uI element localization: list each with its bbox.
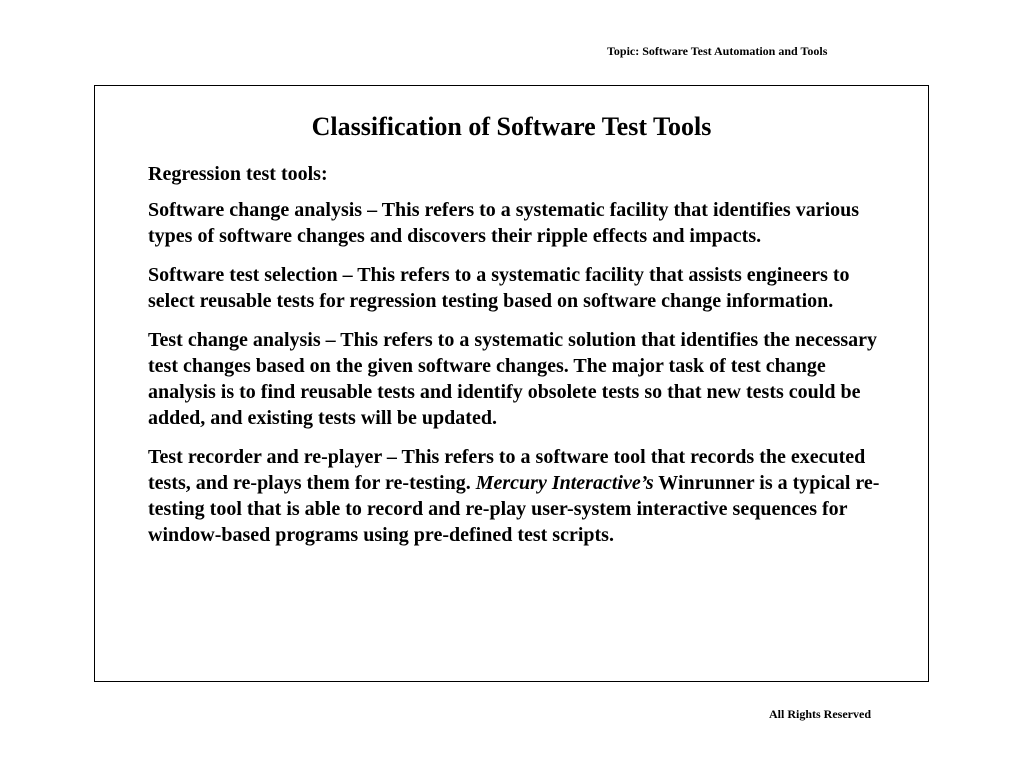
topic-header: Topic: Software Test Automation and Tools: [607, 44, 828, 58]
slide-content: [148, 161, 888, 561]
paragraph-test-change-analysis: Test change analysis – This refers to a systematic solution that identifies the necessary test changes based on the given software changes. The major task of test change analysis is to find reusable tests and identify obsolete tests so that new tests could be added, and existing tests will be updated.: [148, 329, 878, 429]
paragraph-test-recorder: [148, 444, 888, 548]
product-name-emphasis: Mercury Interactive’s: [475, 472, 654, 494]
paragraph-software-test-selection: Software test selection – This refers to a systematic facility that assists engineers to select reusable tests for regression testing based on software change information.: [148, 264, 850, 312]
section-heading: Regression test tools:: [148, 163, 328, 185]
rights-footer: All Rights Reserved: [769, 707, 871, 721]
paragraph-software-change-analysis: Software change analysis – This refers to a systematic facility that identifies various types of software changes and discovers their ripple effects and impacts.: [148, 199, 860, 247]
slide-title: Classification of Software Test Tools: [311, 112, 712, 141]
paragraph-test-recorder-rest: Winrunner is a typical re-testing tool that is able to record and re-play user-system interactive sequences for window-based programs using pre-defined test scripts.: [148, 472, 880, 546]
slide-frame: [94, 85, 929, 682]
paragraph-test-recorder-text: Test recorder and re-player – This refers to a software tool that records the executed tests, and re-plays them for re-testing.: [148, 446, 866, 494]
